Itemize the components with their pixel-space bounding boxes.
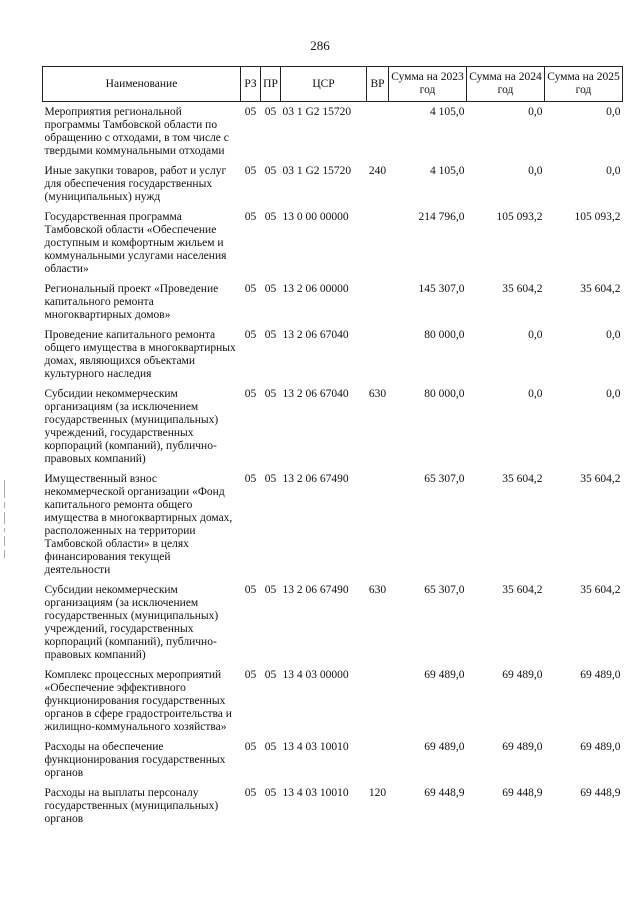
header-sum-2025: Сумма на 2025 год (545, 67, 623, 102)
table-row (43, 388, 623, 473)
row-vr: 240 (368, 165, 387, 177)
row-pr: 05 (264, 741, 277, 753)
row-pr: 05 (264, 787, 277, 799)
row-rz: 05 (244, 584, 257, 596)
header-sum-2023: Сумма на 2023 год (389, 67, 467, 102)
row-rz: 05 (244, 473, 257, 485)
row-sum-2023: 80 000,0 (424, 329, 465, 341)
row-sum-2023: 214 796,0 (418, 211, 465, 223)
row-name: Субсидии некоммерческим организациям (за исключением государственных (муниципальных) учреждений, государственных корпораций (компаний), публично-правовых компаний) (44, 584, 219, 661)
row-sum-2023: 69 489,0 (424, 669, 465, 681)
row-name: Государственная программа Тамбовской области «Обеспечение доступным и комфортным жильем и коммунальными услугами населения области» (44, 211, 227, 275)
row-csr: 13 4 03 10010 (282, 741, 349, 753)
row-sum-2024: 35 604,2 (502, 283, 543, 295)
row-sum-2025: 35 604,2 (580, 584, 621, 596)
row-sum-2025: 0,0 (606, 329, 621, 341)
row-rz: 05 (244, 165, 257, 177)
row-name: Расходы на обеспечение функционирования государственных органов (44, 741, 226, 779)
row-pr: 05 (264, 669, 277, 681)
row-sum-2025: 0,0 (606, 165, 621, 177)
row-name: Расходы на выплаты персоналу государственных (муниципальных) органов (44, 787, 219, 825)
row-rz: 05 (244, 283, 257, 295)
row-sum-2023: 145 307,0 (418, 283, 465, 295)
row-vr (367, 102, 389, 166)
header-pr: ПР (261, 67, 281, 102)
table-row (43, 211, 623, 283)
row-sum-2024: 105 093,2 (496, 211, 543, 223)
row-rz: 05 (244, 388, 257, 400)
row-pr: 05 (264, 584, 277, 596)
row-sum-2023: 80 000,0 (424, 388, 465, 400)
table-row (43, 787, 623, 833)
row-sum-2025: 69 448,9 (580, 787, 621, 799)
row-name: Иные закупки товаров, работ и услуг для обеспечения государственных (муниципальных) нужд (44, 165, 227, 203)
row-vr (367, 473, 389, 584)
table-row (43, 329, 623, 388)
row-sum-2025: 35 604,2 (580, 473, 621, 485)
row-name: Комплекс процессных мероприятий «Обеспечение эффективного функционирования государственных органов в сфере градостроительства и жилищно-коммунального хозяйства» (44, 669, 232, 733)
row-name: Субсидии некоммерческим организациям (за исключением государственных (муниципальных) учреждений, государственных корпораций (компаний), публично-правовых компаний) (44, 388, 219, 465)
row-vr (367, 211, 389, 283)
header-sum-2024: Сумма на 2024 год (467, 67, 545, 102)
header-vr: ВР (367, 67, 389, 102)
row-pr: 05 (264, 165, 277, 177)
row-csr: 13 0 00 00000 (282, 211, 349, 223)
row-vr: 120 (368, 787, 387, 799)
row-vr (367, 283, 389, 329)
row-pr: 05 (264, 283, 277, 295)
budget-table (42, 66, 623, 833)
table-row (43, 102, 623, 166)
row-sum-2025: 0,0 (606, 388, 621, 400)
row-csr: 03 1 G2 15720 (282, 106, 352, 118)
row-rz: 05 (244, 329, 257, 341)
margin-scan-marks (2, 480, 6, 610)
row-rz: 05 (244, 106, 257, 118)
row-sum-2024: 69 489,0 (502, 741, 543, 753)
table-row (43, 584, 623, 669)
header-csr: ЦСР (281, 67, 367, 102)
row-pr: 05 (264, 473, 277, 485)
row-sum-2024: 0,0 (528, 388, 543, 400)
row-sum-2024: 0,0 (528, 106, 543, 118)
row-csr: 03 1 G2 15720 (282, 165, 352, 177)
table-row (43, 473, 623, 584)
row-csr: 13 2 06 67040 (282, 329, 349, 341)
row-csr: 13 4 03 10010 (282, 787, 349, 799)
row-sum-2024: 35 604,2 (502, 473, 543, 485)
header-name: Наименование (43, 67, 241, 102)
table-header-row (43, 67, 623, 102)
row-csr: 13 2 06 00000 (282, 283, 349, 295)
row-rz: 05 (244, 787, 257, 799)
row-pr: 05 (264, 211, 277, 223)
row-vr (367, 329, 389, 388)
header-rz: РЗ (241, 67, 261, 102)
row-csr: 13 2 06 67040 (282, 388, 349, 400)
row-csr: 13 2 06 67490 (282, 584, 349, 596)
row-sum-2023: 69 489,0 (424, 741, 465, 753)
row-sum-2024: 69 448,9 (502, 787, 543, 799)
row-sum-2025: 69 489,0 (580, 741, 621, 753)
row-sum-2023: 69 448,9 (424, 787, 465, 799)
page-number: 286 (310, 38, 330, 53)
row-sum-2024: 0,0 (528, 165, 543, 177)
row-sum-2023: 4 105,0 (430, 165, 465, 177)
row-pr: 05 (264, 329, 277, 341)
row-name: Проведение капитального ремонта общего имущества в многоквартирных домах, являющихся объектами культурного наследия (44, 329, 236, 380)
row-vr (367, 741, 389, 787)
row-vr: 630 (368, 388, 387, 400)
table-body (43, 102, 623, 834)
row-sum-2025: 69 489,0 (580, 669, 621, 681)
row-name: Региональный проект «Проведение капитального ремонта многоквартирных домов» (44, 283, 219, 321)
row-sum-2023: 65 307,0 (424, 584, 465, 596)
row-sum-2025: 0,0 (606, 106, 621, 118)
table-row (43, 741, 623, 787)
row-vr: 630 (368, 584, 387, 596)
row-csr: 13 4 03 00000 (282, 669, 349, 681)
row-rz: 05 (244, 741, 257, 753)
row-vr (367, 669, 389, 741)
table-row (43, 283, 623, 329)
row-pr: 05 (264, 388, 277, 400)
row-pr: 05 (264, 106, 277, 118)
row-rz: 05 (244, 669, 257, 681)
row-sum-2024: 69 489,0 (502, 669, 543, 681)
row-sum-2025: 105 093,2 (574, 211, 621, 223)
row-sum-2024: 0,0 (528, 329, 543, 341)
row-sum-2023: 65 307,0 (424, 473, 465, 485)
table-row (43, 669, 623, 741)
table-row (43, 165, 623, 211)
row-sum-2025: 35 604,2 (580, 283, 621, 295)
row-name: Имущественный взнос некоммерческой организации «Фонд капитального ремонта общего имущества в многоквартирных домах, расположенных на территории Тамбовской области» в целях финансирования текущей деятельности (44, 473, 233, 576)
row-rz: 05 (244, 211, 257, 223)
row-sum-2024: 35 604,2 (502, 584, 543, 596)
row-name: Мероприятия региональной программы Тамбовской области по обращению с отходами, в том числе с твердыми коммунальными отходами (44, 106, 229, 157)
row-csr: 13 2 06 67490 (282, 473, 349, 485)
row-sum-2023: 4 105,0 (430, 106, 465, 118)
